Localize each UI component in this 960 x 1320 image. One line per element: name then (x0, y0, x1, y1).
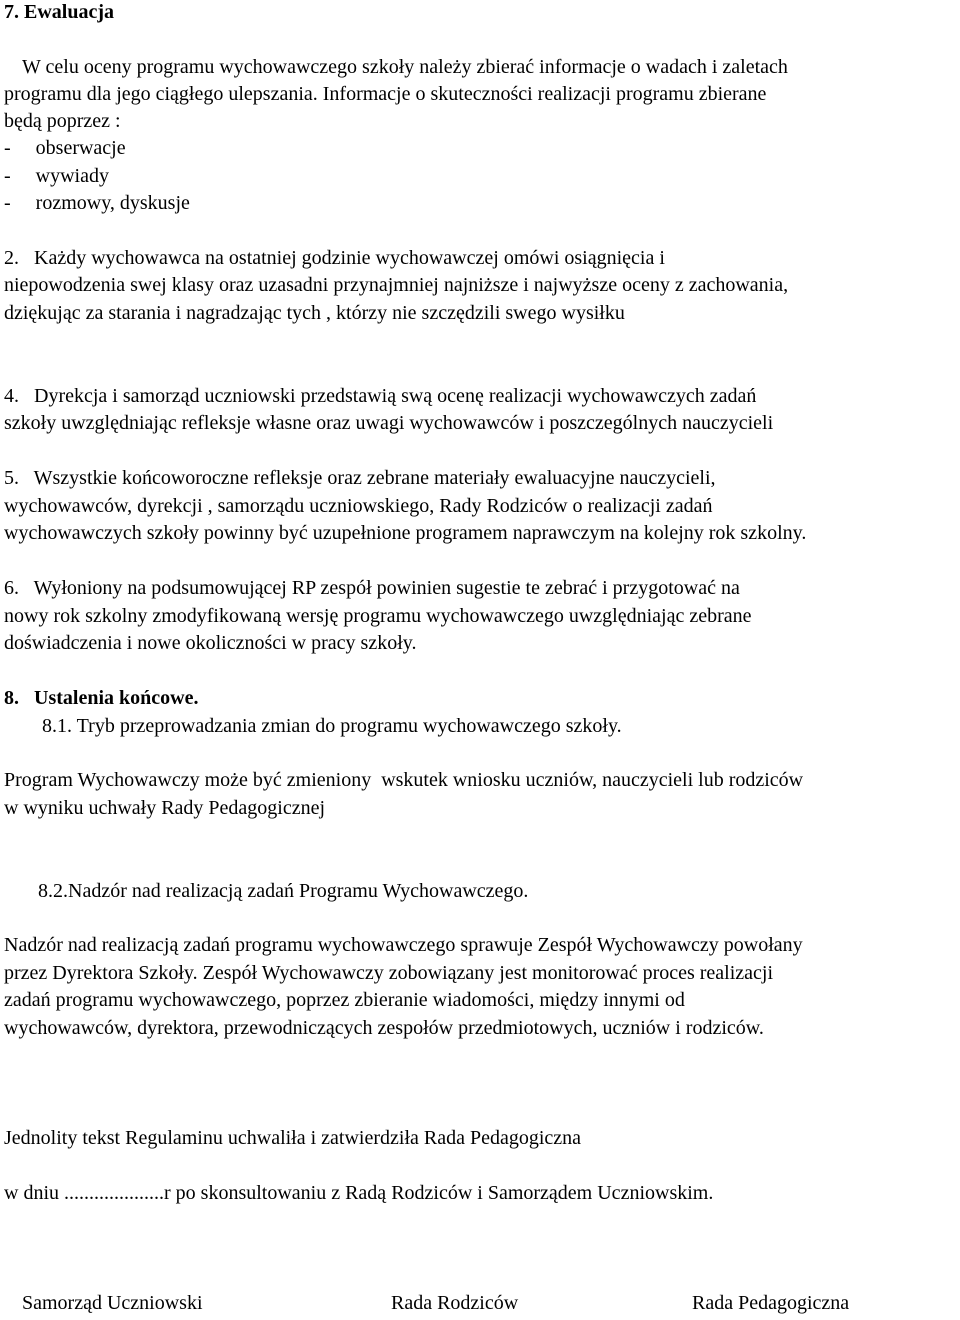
paragraph-line: doświadczenia i nowe okoliczności w pracy szkoły. (4, 632, 417, 654)
paragraph-line: w wyniku uchwały Rady Pedagogicznej (4, 797, 326, 819)
closing-date-line: w dniu ....................r po skonsultowaniu z Radą Rodziców i Samorządem Uczniowskim. (4, 1182, 714, 1204)
paragraph-line: 5. Wszystkie końcoworoczne refleksje oraz zebrane materiały ewaluacyjne nauczycieli, (4, 467, 716, 489)
paragraph-line: szkoły uwzględniając refleksje własne oraz uwagi wychowawców i poszczególnych nauczycieli (4, 412, 774, 434)
list-item: - obserwacje (4, 137, 126, 159)
paragraph-line: dziękując za starania i nagradzając tych , którzy nie szczędzili swego wysiłku (4, 302, 625, 324)
section-heading-final-provisions: 8. Ustalenia końcowe. (4, 687, 199, 709)
paragraph-line: Program Wychowawczy może być zmieniony wskutek wniosku uczniów, nauczycieli lub rodziców (4, 769, 804, 791)
paragraph-line: 2. Każdy wychowawca na ostatniej godzinie wychowawczej omówi osiągnięcia i (4, 247, 665, 269)
paragraph-line: nowy rok szkolny zmodyfikowaną wersję programu wychowawczego uwzględniając zebrane (4, 605, 752, 627)
list-item: - rozmowy, dyskusje (4, 192, 190, 214)
signature-teachers-council: Rada Pedagogiczna (692, 1292, 850, 1314)
signature-student-council: Samorząd Uczniowski (22, 1292, 203, 1314)
paragraph-line: W celu oceny programu wychowawczego szkoły należy zbierać informacje o wadach i zaletach (22, 56, 788, 78)
paragraph-line: 6. Wyłoniony na podsumowującej RP zespół powinien sugestie te zebrać i przygotować na (4, 577, 740, 599)
paragraph-line: zadań programu wychowawczego, poprzez zbieranie wiadomości, między innymi od (4, 989, 685, 1011)
signature-parents-council: Rada Rodziców (391, 1292, 519, 1314)
paragraph-line: będą poprzez : (4, 110, 121, 132)
paragraph-line: wychowawczych szkoły powinny być uzupełnione programem naprawczym na kolejny rok szkolny. (4, 522, 807, 544)
section-heading-evaluation: 7. Ewaluacja (4, 1, 114, 23)
paragraph-line: 4. Dyrekcja i samorząd uczniowski przedstawią swą ocenę realizacji wychowawczych zadań (4, 385, 757, 407)
paragraph-line: niepowodzenia swej klasy oraz uzasadni przynajmniej najniższe i najwyższe oceny z zachowania, (4, 274, 789, 296)
paragraph-line: przez Dyrektora Szkoły. Zespół Wychowawczy zobowiązany jest monitorować proces realizacji (4, 962, 774, 984)
paragraph-line: wychowawców, dyrekcji , samorządu uczniowskiego, Rady Rodziców o realizacji zadań (4, 495, 713, 517)
paragraph-line: wychowawców, dyrektora, przewodniczących zespołów przedmiotowych, uczniów i rodziców. (4, 1017, 764, 1039)
subsection-heading-8-1: 8.1. Tryb przeprowadzania zmian do programu wychowawczego szkoły. (42, 715, 622, 737)
paragraph-line: Nadzór nad realizacją zadań programu wychowawczego sprawuje Zespół Wychowawczy powołany (4, 934, 803, 956)
list-item: - wywiady (4, 165, 109, 187)
subsection-heading-8-2: 8.2.Nadzór nad realizacją zadań Programu Wychowawczego. (38, 880, 529, 902)
paragraph-line: programu dla jego ciągłego ulepszania. Informacje o skuteczności realizacji programu zbierane (4, 83, 767, 105)
closing-statement: Jednolity tekst Regulaminu uchwaliła i zatwierdziła Rada Pedagogiczna (4, 1127, 582, 1149)
